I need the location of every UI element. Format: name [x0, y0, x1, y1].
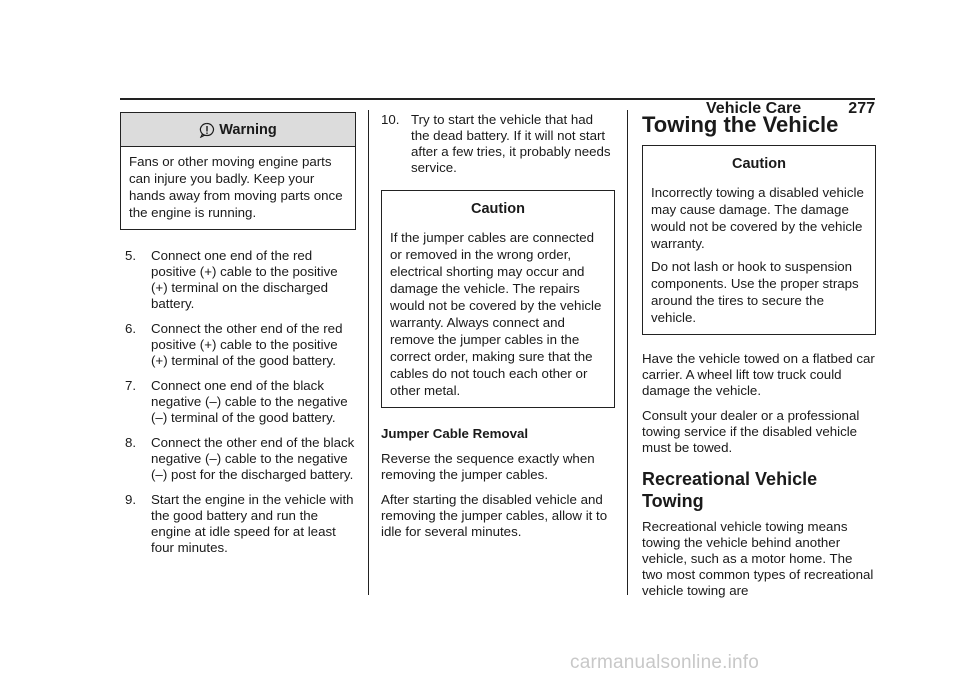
column-right: [642, 112, 876, 608]
warning-title: Warning: [219, 121, 277, 138]
steps-list-continued: [381, 112, 615, 176]
steps-list: [120, 248, 356, 556]
list-item: [120, 378, 356, 426]
warning-body: [121, 147, 355, 229]
paragraph: Have the vehicle towed on a flatbed car carrier. A wheel lift tow truck could damage the vehicle.: [642, 351, 875, 398]
caution-text: If the jumper cables are connected or removed in the wrong order, electrical shorting may occur and damage the vehicle. The repairs would not be covered by the vehicle warranty. Always connect and remove the jumper cables in the correct order, making sure that the cables do not touch each other or other metal.: [390, 230, 602, 398]
list-item: [120, 248, 356, 312]
column-divider: [627, 110, 628, 595]
paragraph: After starting the disabled vehicle and removing the jumper cables, allow it to idle for several minutes.: [381, 492, 608, 539]
paragraph: Recreational vehicle towing means towing the vehicle behind another vehicle, such as a motor home. The two most common types of recreational vehicle towing are: [642, 519, 874, 598]
column-left: [120, 112, 356, 565]
list-item: [120, 435, 356, 483]
column-middle: [381, 112, 615, 549]
warning-box: [120, 112, 356, 230]
subheading: Jumper Cable Removal: [381, 426, 529, 441]
step-number: 5.: [125, 248, 137, 263]
step-number: 8.: [125, 435, 137, 450]
list-item: [120, 492, 356, 556]
list-item: [381, 112, 615, 176]
caution-body: [382, 227, 614, 407]
section-title: Vehicle Care: [706, 100, 802, 117]
step-number: 7.: [125, 378, 137, 393]
watermark: carmanualsonline.info: [570, 652, 760, 673]
warning-text: Fans or other moving engine parts can injure you badly. Keep your hands away from moving parts once the engine is running.: [129, 154, 343, 220]
step-number: 9.: [125, 492, 137, 507]
caution-title: Caution: [732, 156, 786, 172]
list-item: [120, 321, 356, 369]
step-number: 6.: [125, 321, 137, 336]
caution-box: [642, 145, 876, 335]
warning-header: [121, 113, 355, 147]
step-number: 10.: [381, 112, 400, 127]
caution-body: [643, 182, 875, 334]
header-rule: [120, 98, 875, 100]
section-heading: Recreational Vehicle Towing: [642, 469, 818, 511]
caution-header: [643, 146, 875, 182]
caution-text: Incorrectly towing a disabled vehicle may cause damage. The damage would not be covered by the vehicle warranty.: [651, 185, 864, 251]
caution-title: Caution: [471, 201, 525, 217]
step-text: Connect one end of the red positive (+) cable to the positive (+) terminal on the discharged battery.: [151, 248, 338, 311]
paragraph: Consult your dealer or a professional towing service if the disabled vehicle must be towed.: [642, 408, 860, 455]
caution-header: [382, 191, 614, 227]
caution-text: Do not lash or hook to suspension components. Use the proper straps around the tires to secure the vehicle.: [651, 259, 859, 325]
step-text: Start the engine in the vehicle with the good battery and run the engine at idle speed for at least four minutes.: [151, 492, 354, 555]
caution-box: [381, 190, 615, 408]
section-heading: Towing the Vehicle: [642, 112, 839, 137]
step-text: Connect the other end of the black negative (–) cable to the negative (–) post for the discharged battery.: [151, 435, 355, 482]
warning-icon: [199, 122, 215, 138]
column-divider: [368, 110, 369, 595]
step-text: Connect the other end of the red positive (+) cable to the positive (+) terminal of the good battery.: [151, 321, 343, 368]
page-number: 277: [848, 100, 875, 117]
step-text: Try to start the vehicle that had the dead battery. If it will not start after a few tries, it probably needs service.: [411, 112, 611, 175]
step-text: Connect one end of the black negative (–) cable to the negative (–) terminal of the good battery.: [151, 378, 348, 425]
paragraph: Reverse the sequence exactly when removing the jumper cables.: [381, 451, 595, 482]
